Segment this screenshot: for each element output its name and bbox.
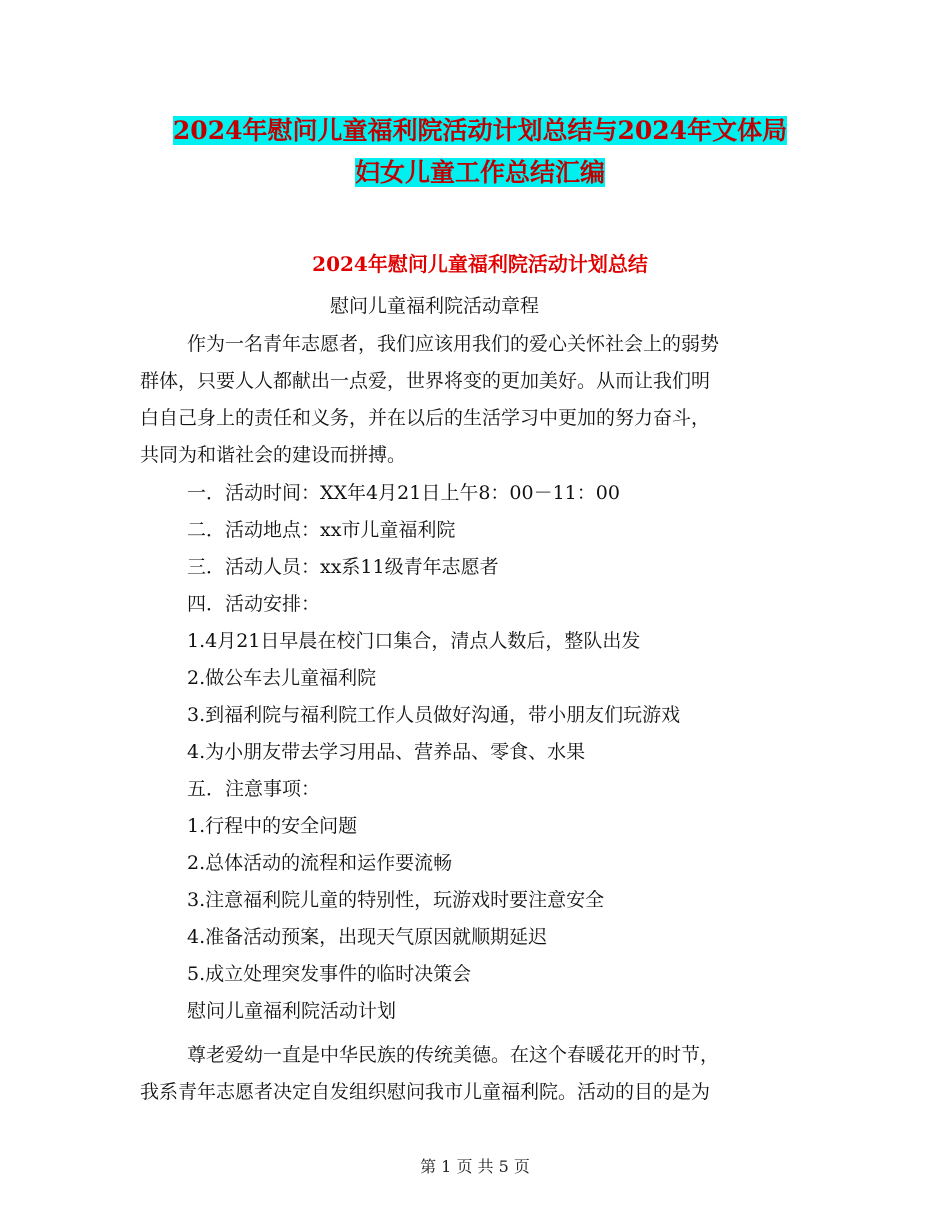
paragraph-line: 共同为和谐社会的建设而拼搏。 — [140, 444, 407, 466]
list-item: 二．活动地点：xx市儿童福利院 — [187, 519, 456, 541]
list-item: 一．活动时间：XX年4月21日上午8：00－11：00 — [187, 482, 620, 504]
document-title-line-2: 妇女儿童工作总结汇编 — [354, 158, 605, 187]
paragraph-line: 群体，只要人人都献出一点爱，世界将变的更加美好。从而让我们明 — [140, 370, 711, 392]
list-item: 3.到福利院与福利院工作人员做好沟通，带小朋友们玩游戏 — [187, 704, 681, 726]
section-title: 2024年慰问儿童福利院活动计划总结 — [312, 252, 648, 276]
list-item: 2.总体活动的流程和运作要流畅 — [187, 852, 453, 874]
list-item: 4.准备活动预案，出现天气原因就顺期延迟 — [187, 926, 548, 948]
list-item: 1.行程中的安全问题 — [187, 815, 358, 837]
paragraph-line: 白自己身上的责任和义务，并在以后的生活学习中更加的努力奋斗， — [140, 407, 711, 429]
page-number-footer: 第 1 页 共 5 页 — [420, 1157, 530, 1176]
document-title-line-1: 2024年慰问儿童福利院活动计划总结与2024年文体局 — [172, 116, 788, 145]
paragraph-line: 我系青年志愿者决定自发组织慰问我市儿童福利院。活动的目的是为 — [140, 1081, 711, 1103]
list-item: 5.成立处理突发事件的临时决策会 — [187, 963, 472, 985]
list-item: 4.为小朋友带去学习用品、营养品、零食、水果 — [187, 741, 586, 763]
list-item: 四．活动安排： — [187, 593, 321, 615]
list-item: 1.4月21日早晨在校门口集合，清点人数后，整队出发 — [187, 630, 641, 652]
list-item: 2.做公车去儿童福利院 — [187, 667, 377, 689]
paragraph-line: 作为一名青年志愿者，我们应该用我们的爱心关怀社会上的弱势 — [187, 333, 720, 355]
list-item: 五．注意事项： — [187, 778, 321, 800]
list-item: 三．活动人员：xx系11级青年志愿者 — [187, 556, 499, 578]
list-item: 3.注意福利院儿童的特别性，玩游戏时要注意安全 — [187, 889, 605, 911]
paragraph-line: 尊老爱幼一直是中华民族的传统美德。在这个春暖花开的时节， — [187, 1044, 720, 1066]
plan-heading: 慰问儿童福利院活动计划 — [187, 1000, 397, 1022]
charter-heading: 慰问儿童福利院活动章程 — [330, 295, 540, 317]
